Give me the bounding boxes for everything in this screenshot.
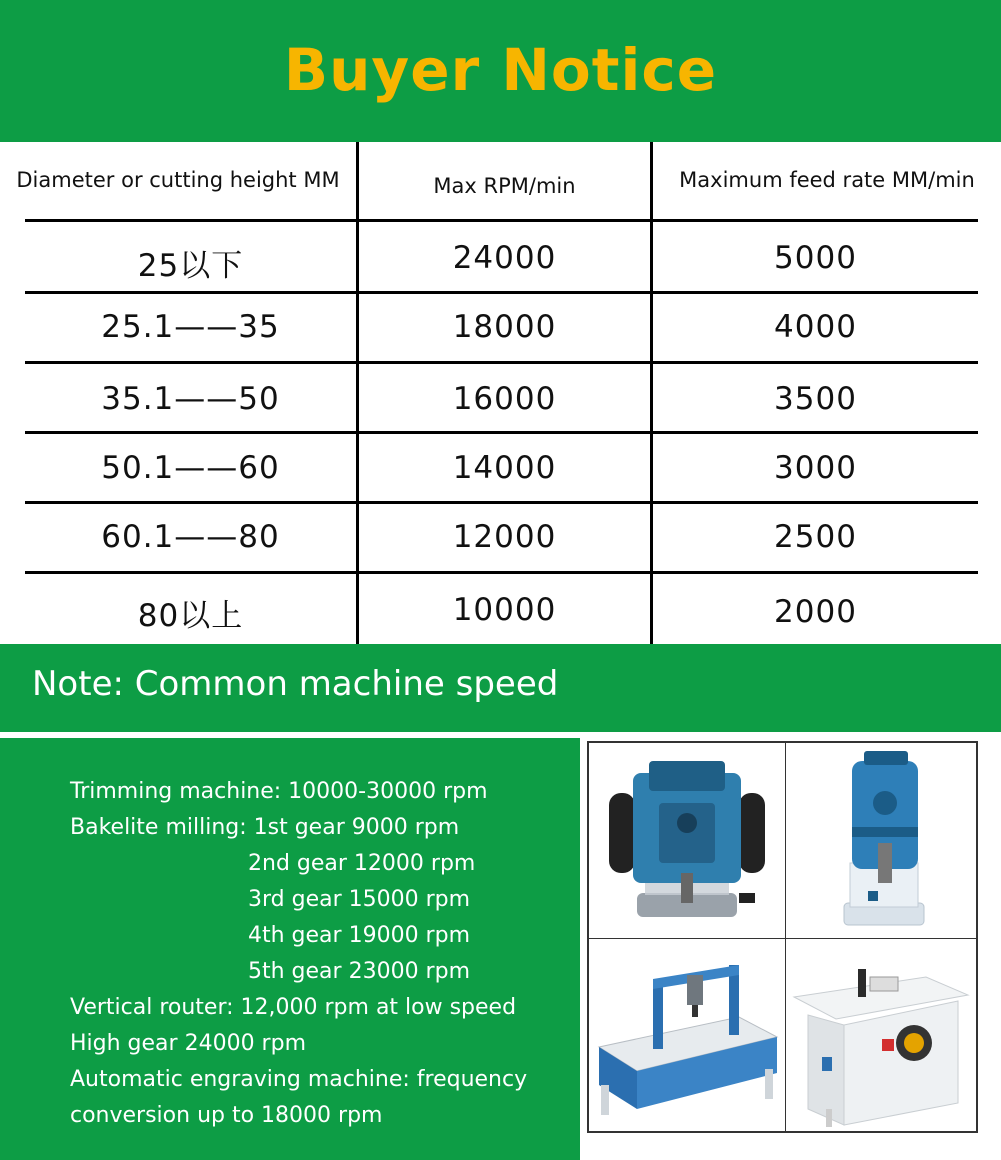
row-divider bbox=[25, 219, 978, 222]
table-cell-rpm: 16000 bbox=[452, 381, 557, 417]
spec-line: Automatic engraving machine: frequency bbox=[70, 1067, 528, 1092]
spec-line: 2nd gear 12000 rpm bbox=[248, 851, 476, 876]
header-max-rpm: Max RPM/min bbox=[433, 174, 576, 198]
spec-line: 3rd gear 15000 rpm bbox=[248, 887, 471, 912]
note-band bbox=[0, 644, 1001, 732]
header-band bbox=[0, 0, 1001, 142]
header-diameter: Diameter or cutting height MM bbox=[16, 168, 340, 192]
table-cell-rpm: 12000 bbox=[452, 519, 557, 555]
spec-line: Trimming machine: 10000-30000 rpm bbox=[70, 779, 488, 804]
speed-table bbox=[0, 142, 1001, 644]
cnc-engraving-machine-image bbox=[589, 939, 785, 1131]
router-machine-image bbox=[589, 743, 785, 938]
table-cell-rpm: 24000 bbox=[452, 240, 557, 276]
row-divider bbox=[25, 571, 978, 574]
row-divider bbox=[25, 431, 978, 434]
trimming-machine-image bbox=[786, 743, 976, 938]
table-cell-feed: 4000 bbox=[774, 309, 857, 345]
spec-line: conversion up to 18000 rpm bbox=[70, 1103, 383, 1128]
table-cell-feed: 2500 bbox=[774, 519, 857, 555]
table-cell-diameter: 80以上 bbox=[137, 598, 244, 634]
table-cell-diameter: 35.1——50 bbox=[101, 381, 280, 417]
table-cell-rpm: 18000 bbox=[452, 309, 557, 345]
table-cell-feed: 5000 bbox=[774, 240, 857, 276]
row-divider bbox=[25, 361, 978, 364]
table-cell-diameter: 60.1——80 bbox=[101, 519, 280, 555]
table-cell-rpm: 10000 bbox=[452, 592, 557, 628]
page-title: Buyer Notice bbox=[283, 36, 718, 104]
spec-line: 5th gear 23000 rpm bbox=[248, 959, 470, 984]
spec-line: 4th gear 19000 rpm bbox=[248, 923, 470, 948]
product-gallery bbox=[587, 741, 978, 1133]
spec-line: Vertical router: 12,000 rpm at low speed bbox=[70, 995, 517, 1020]
table-cell-diameter: 50.1——60 bbox=[101, 450, 280, 486]
row-divider bbox=[25, 501, 978, 504]
table-cell-diameter: 25以下 bbox=[137, 248, 244, 284]
table-cell-rpm: 14000 bbox=[452, 450, 557, 486]
table-cell-diameter: 25.1——35 bbox=[101, 309, 280, 345]
spec-line: High gear 24000 rpm bbox=[70, 1031, 306, 1056]
table-cell-feed: 3500 bbox=[774, 381, 857, 417]
spec-panel bbox=[0, 738, 580, 1160]
row-divider bbox=[25, 291, 978, 294]
table-cell-feed: 2000 bbox=[774, 594, 857, 630]
header-feed-rate: Maximum feed rate MM/min bbox=[679, 168, 975, 192]
note-heading: Note: Common machine speed bbox=[32, 664, 559, 704]
table-cell-feed: 3000 bbox=[774, 450, 857, 486]
spec-line: Bakelite milling: 1st gear 9000 rpm bbox=[70, 815, 460, 840]
spindle-moulder-image bbox=[786, 939, 976, 1131]
